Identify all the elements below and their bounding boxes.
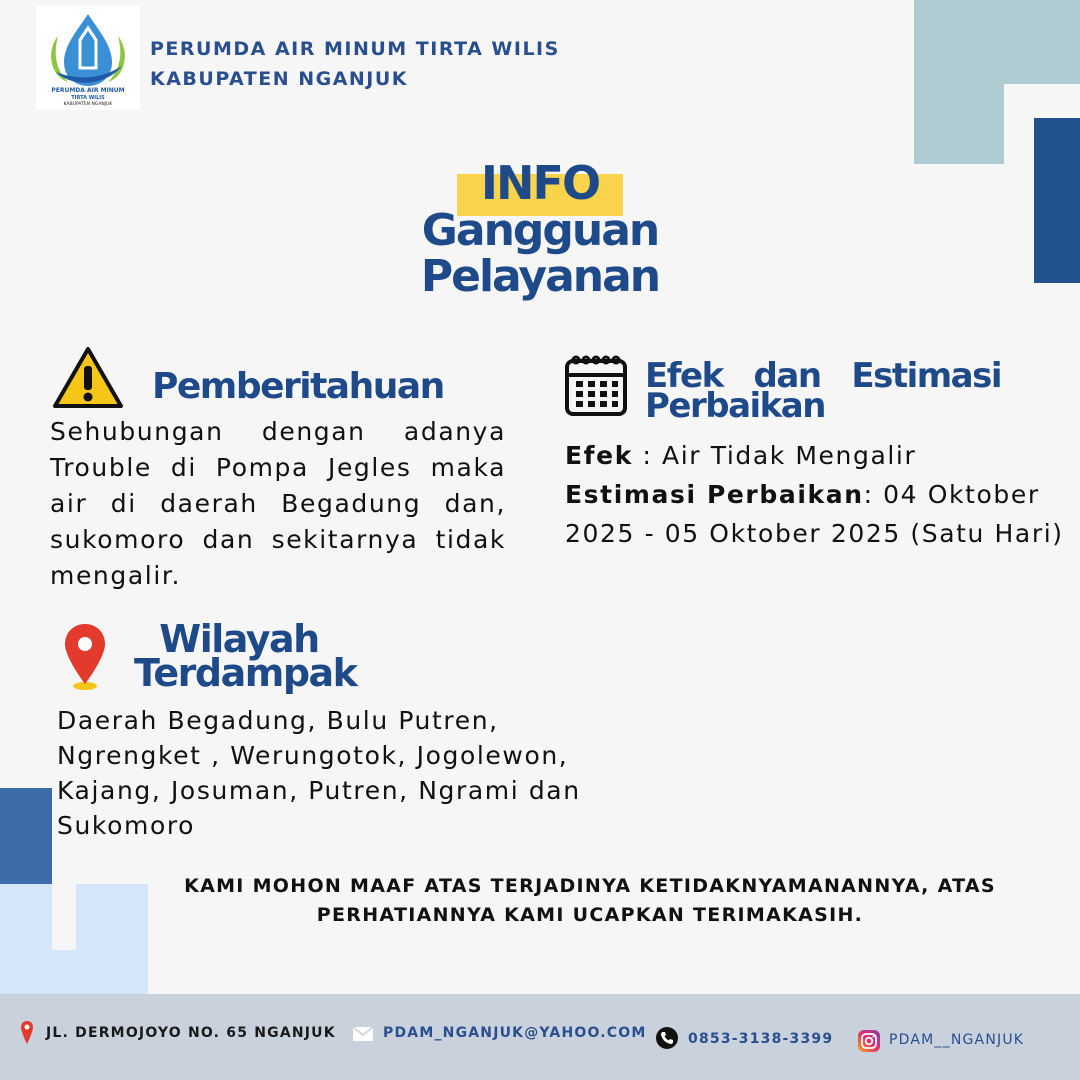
wilayah-heading-line-1: Wilayah	[159, 617, 319, 661]
decor-gap	[52, 884, 76, 950]
estimasi-label: Estimasi Perbaikan	[565, 480, 864, 509]
page-title	[380, 205, 700, 302]
decor-block-lightblue-bottom	[0, 950, 76, 994]
email-icon	[353, 1027, 373, 1041]
efek-text	[565, 436, 1075, 553]
footer-phone[interactable]: 0853-3138-3399	[688, 1031, 834, 1047]
info-title: INFO	[480, 156, 600, 210]
wilayah-heading-line-2: Terdampak	[134, 651, 357, 695]
water-drop-logo-icon	[36, 6, 140, 110]
closing-message	[140, 872, 1040, 930]
svg-text:KABUPATEN NGANJUK: KABUPATEN NGANJUK	[63, 102, 113, 107]
closing-line-2: PERHATIANNYA KAMI UCAPKAN TERIMAKASIH.	[316, 904, 864, 926]
efek-label: Efek	[565, 441, 633, 470]
efek-heading-line-1: Efek dan Estimasi	[645, 356, 1001, 396]
pemberitahuan-text: Sehubungan dengan adanya Trouble di Pompa Jegles maka air di daerah Begadung dan, sukomoro dan sekitarnya tidak mengalir.	[50, 417, 506, 590]
org-line-1: PERUMDA AIR MINUM TIRTA WILIS	[150, 38, 560, 60]
address-pin-icon	[20, 1020, 34, 1046]
decor-block-teal-top	[914, 0, 1080, 84]
estimasi-value: : 04 Oktober 2025 - 05 Oktober 2025 (Satu Hari)	[565, 480, 1064, 548]
company-logo	[36, 6, 140, 110]
efek-value: : Air Tidak Mengalir	[632, 441, 917, 470]
phone-icon	[656, 1027, 678, 1049]
closing-line-1: KAMI MOHON MAAF ATAS TERJADINYA KETIDAKNYAMANANNYA, ATAS	[184, 875, 996, 897]
svg-text:PERUMDA AIR MINUM: PERUMDA AIR MINUM	[51, 87, 125, 94]
organization-name	[150, 34, 560, 94]
title-line-1: Gangguan	[421, 205, 659, 256]
decor-block-blue	[1034, 118, 1080, 283]
pemberitahuan-heading: Pemberitahuan	[152, 366, 444, 407]
org-line-2: KABUPATEN NGANJUK	[150, 68, 409, 90]
warning-icon	[52, 346, 124, 410]
footer-instagram[interactable]: PDAM__NGANJUK	[889, 1032, 1025, 1048]
calendar-icon	[564, 353, 628, 417]
instagram-icon	[858, 1030, 880, 1052]
efek-heading-line-2: Perbaikan	[645, 386, 825, 426]
wilayah-text: Daerah Begadung, Bulu Putren, Ngrengket , Werungotok, Jogolewon, Kajang, Josuman, Putren, Ngrami dan Sukomoro	[57, 706, 581, 840]
wilayah-heading	[134, 617, 357, 695]
footer-email[interactable]: PDAM_NGANJUK@YAHOO.COM	[383, 1025, 647, 1041]
title-line-2: Pelayanan	[420, 251, 660, 302]
svg-text:TIRTA WILIS: TIRTA WILIS	[71, 95, 105, 101]
location-pin-icon	[62, 622, 108, 692]
footer-address: JL. DERMOJOYO NO. 65 NGANJUK	[46, 1025, 336, 1041]
